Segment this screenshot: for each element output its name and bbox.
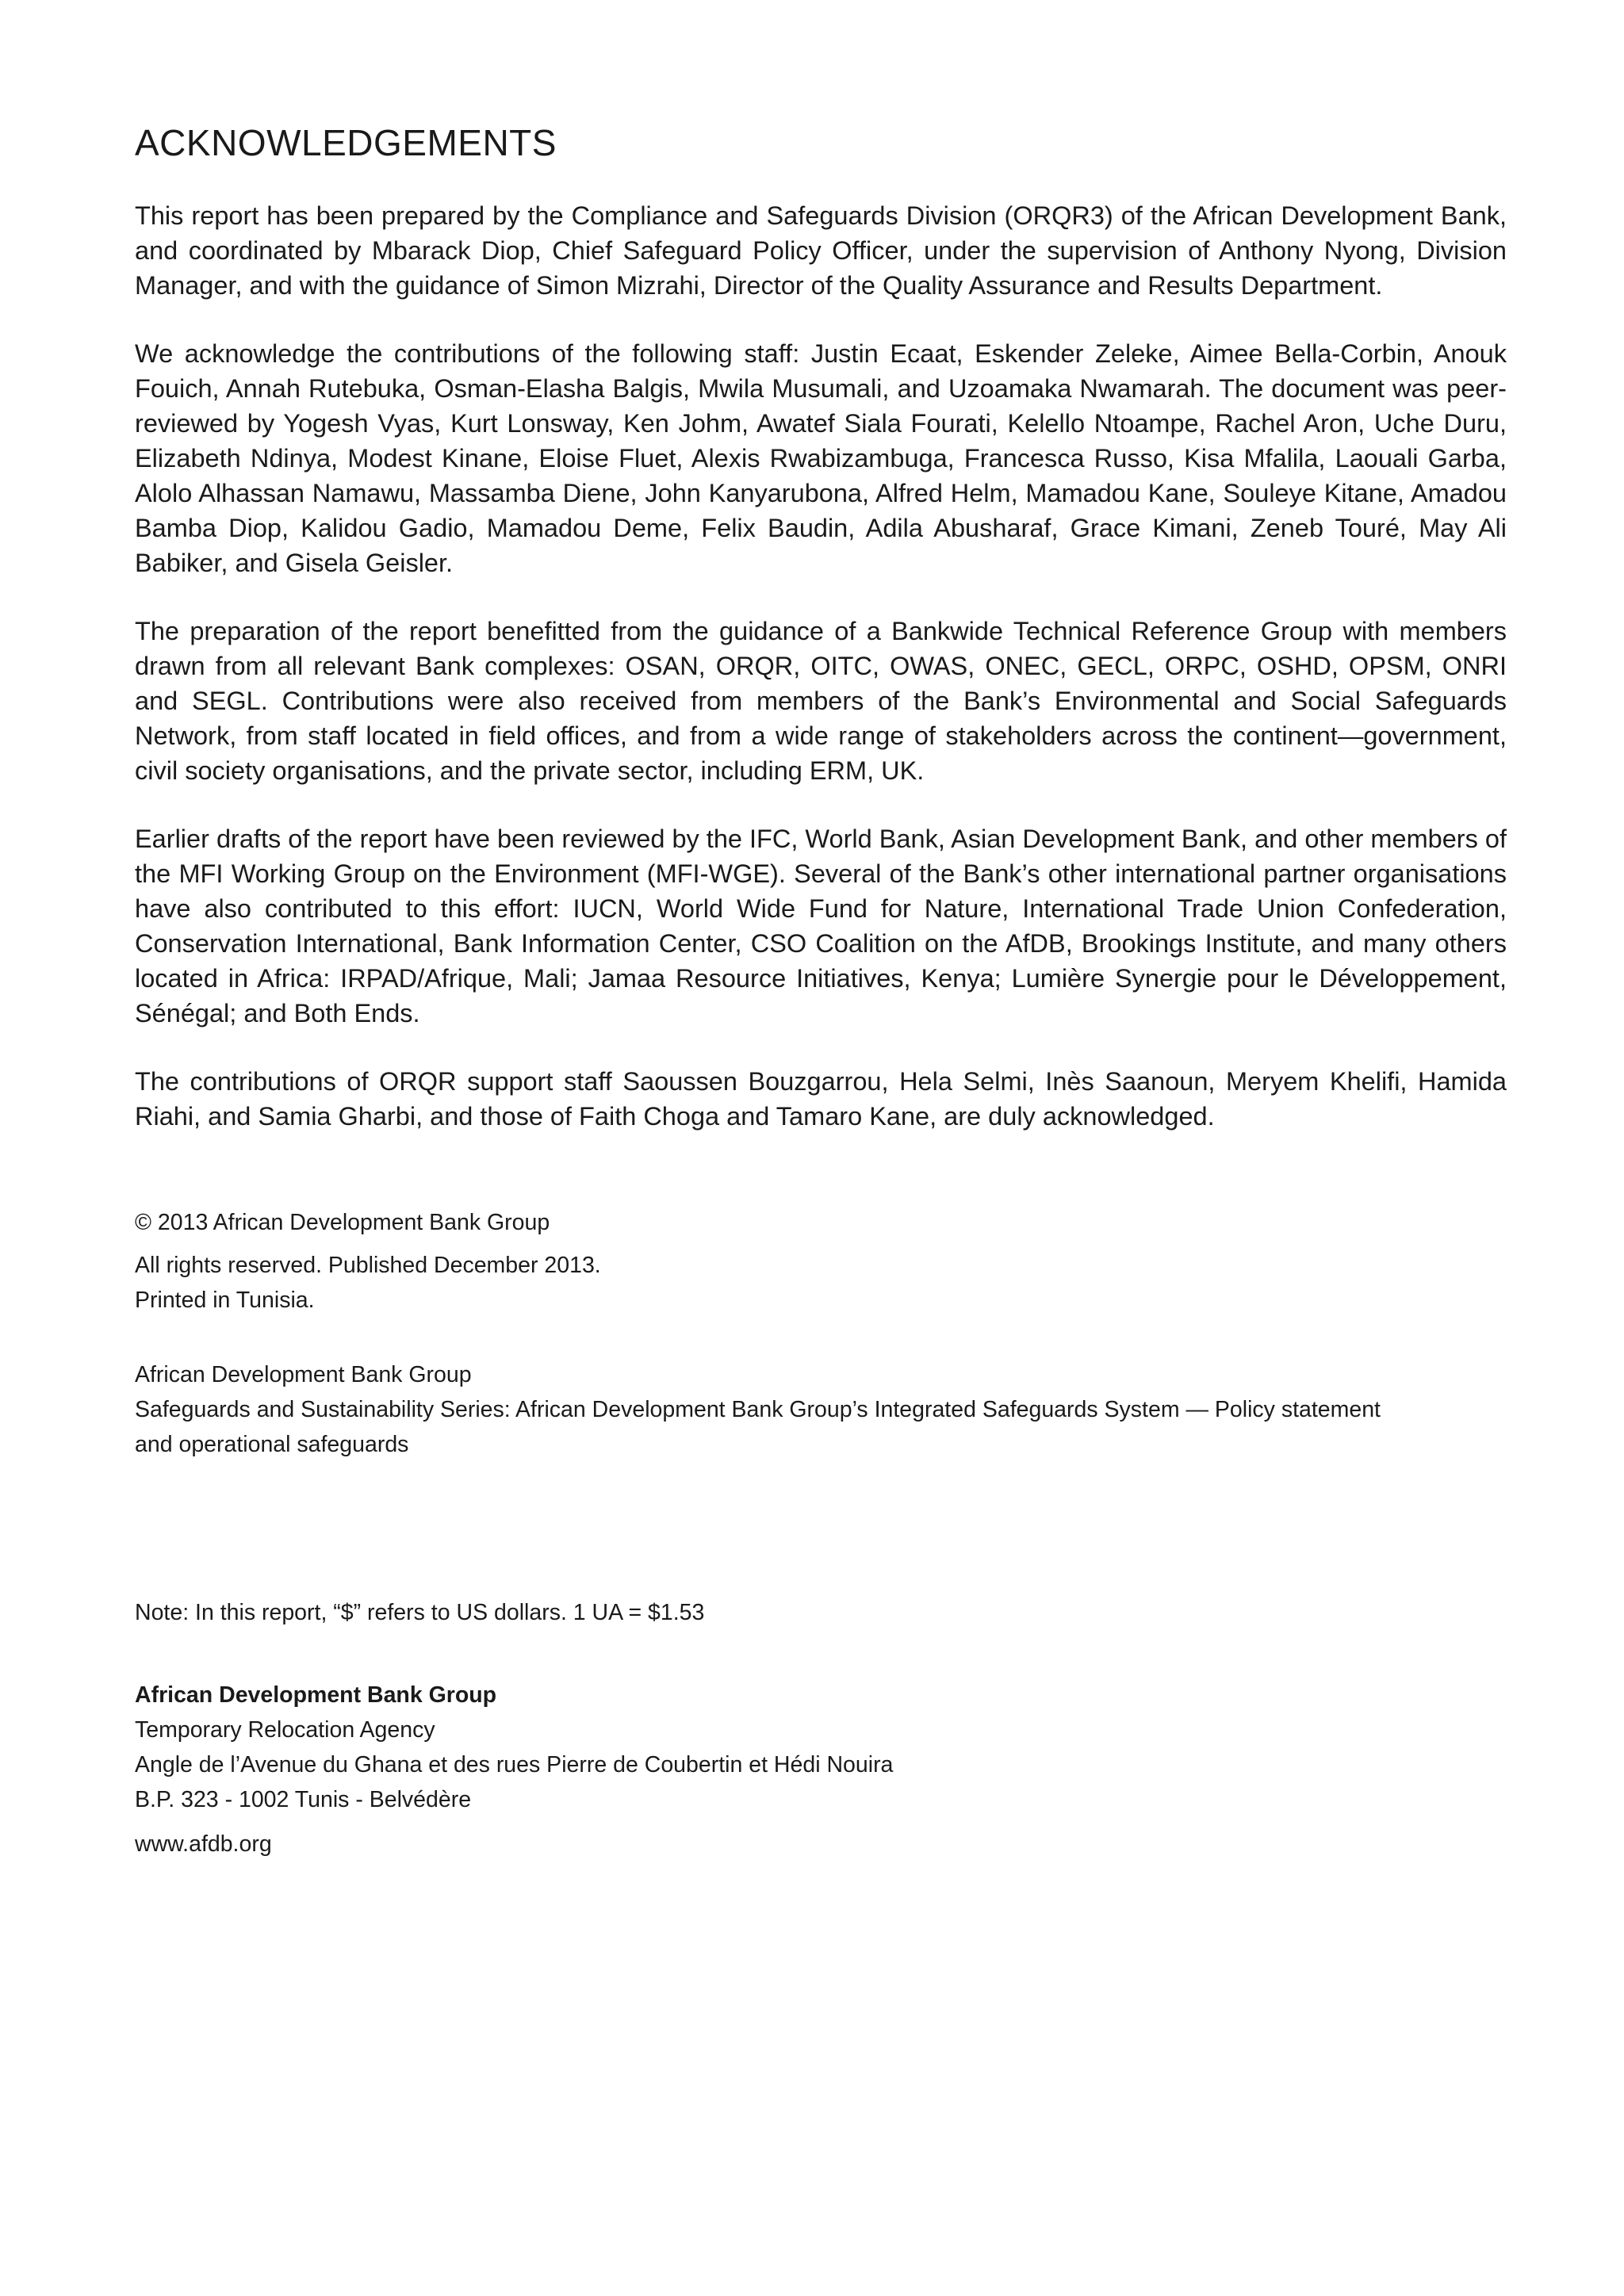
paragraph-preparation: This report has been prepared by the Compliance and Safeguards Division (ORQR3) of the African Development Bank, and coordinated by Mbarack Diop, Chief Safeguard Policy Officer, under the supervision of Anthony Nyong, Division Manager, and with the guidance of Simon Mizrahi, Director of the Quality Assurance and Results Department. xyxy=(135,201,1507,300)
rights-block xyxy=(135,1248,1507,1318)
series-title-line-1: Safeguards and Sustainability Series: African Development Bank Group’s Integrated Safeguards System — Policy statement xyxy=(135,1396,1381,1422)
paragraph-external-review: Earlier drafts of the report have been reviewed by the IFC, World Bank, Asian Development Bank, and other members of the MFI Working Group on the Environment (MFI-WGE). Several of the Bank’s other international partner organisations have also contributed to this effort: IUCN, World Wide Fund for Nature, International Trade Union Confederation, Conservation International, Bank Information Center, CSO Coalition on the AfDB, Brookings Institute, and many others located in Africa: IRPAD/Afrique, Mali; Jamaa Resource Initiatives, Kenya; Lumière Synergie pour le Développement, Sénégal; and Both Ends. xyxy=(135,824,1507,1027)
page-title: ACKNOWLEDGEMENTS xyxy=(135,122,557,163)
address-line-1: Temporary Relocation Agency xyxy=(135,1716,435,1743)
series-block xyxy=(135,1357,1507,1462)
website-link[interactable]: www.afdb.org xyxy=(135,1831,272,1857)
address-line-2: Angle de l’Avenue du Ghana et des rues Pierre de Coubertin et Hédi Nouira xyxy=(135,1751,894,1777)
rights-reserved-line: All rights reserved. Published December 2013. xyxy=(135,1252,601,1278)
paragraph-reference-group: The preparation of the report benefitted from the guidance of a Bankwide Technical Reference Group with members drawn from all relevant Bank complexes: OSAN, ORQR, OITC, OWAS, ONEC, GECL, ORPC, OSHD, OPSM, ONRI and SEGL. Contributions were also received from members of the Bank’s Environmental and Social Safeguards Network, from staff located in field offices, and from a wide range of stakeholders across the continent—government, civil society organisations, and the private sector, including ERM, UK. xyxy=(135,616,1507,785)
copyright-notice: © 2013 African Development Bank Group xyxy=(135,1209,550,1235)
address-organization: African Development Bank Group xyxy=(135,1682,497,1708)
address-line-3: B.P. 323 - 1002 Tunis - Belvédère xyxy=(135,1786,472,1812)
document-page xyxy=(135,123,1507,1862)
currency-note: Note: In this report, “$” refers to US dollars. 1 UA = $1.53 xyxy=(135,1599,705,1625)
paragraph-staff-contributions: We acknowledge the contributions of the following staff: Justin Ecaat, Eskender Zeleke, Aimee Bella-Corbin, Anouk Fouich, Annah Rutebuka, Osman-Elasha Balgis, Mwila Musumali, and Uzoamaka Nwamarah. The document was peer-reviewed by Yogesh Vyas, Kurt Lonsway, Ken Johm, Awatef Siala Fourati, Kelello Ntoampe, Rachel Aron, Uche Duru, Elizabeth Ndinya, Modest Kinane, Eloise Fluet, Alexis Rwabizambuga, Francesca Russo, Kisa Mfalila, Laouali Garba, Alolo Alhassan Namawu, Massamba Diene, John Kanyarubona, Alfred Helm, Mamadou Kane, Souleye Kitane, Amadou Bamba Diop, Kalidou Gadio, Mamadou Deme, Felix Baudin, Adila Abusharaf, Grace Kimani, Zeneb Touré, May Ali Babiker, and Gisela Geisler. xyxy=(135,339,1507,577)
printed-in-line: Printed in Tunisia. xyxy=(135,1287,315,1313)
series-title-line-2: and operational safeguards xyxy=(135,1431,409,1457)
paragraph-support-staff: The contributions of ORQR support staff Saoussen Bouzgarrou, Hela Selmi, Inès Saanoun, Meryem Khelifi, Hamida Riahi, and Samia Gharbi, and those of Faith Choga and Tamaro Kane, are duly acknowledged. xyxy=(135,1066,1507,1131)
address-block xyxy=(135,1678,1507,1817)
series-publisher: African Development Bank Group xyxy=(135,1361,472,1387)
